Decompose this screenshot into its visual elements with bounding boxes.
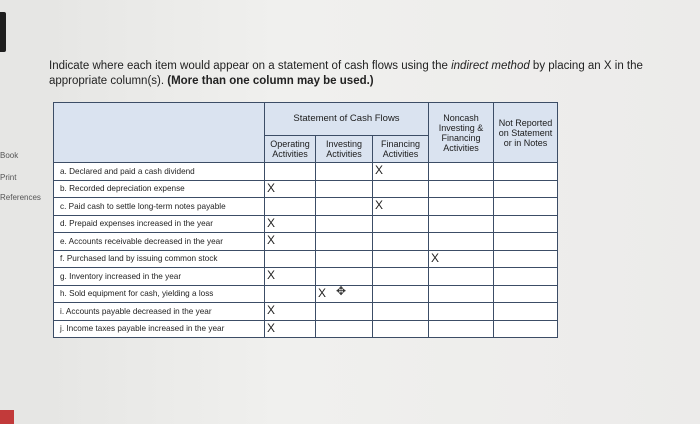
answer-cell-operating[interactable]	[265, 198, 316, 216]
item-label: h. Sold equipment for cash, yielding a loss	[54, 285, 265, 303]
answer-cell-investing[interactable]	[316, 198, 373, 216]
sidebar-item-print[interactable]: Print	[0, 173, 17, 182]
answer-mark: X	[267, 180, 276, 195]
answer-cell-investing[interactable]	[316, 303, 373, 321]
table-row	[54, 303, 558, 321]
answer-cell-operating[interactable]	[265, 250, 316, 268]
col-header-text: on Statement	[498, 127, 553, 138]
answer-cell-noncash[interactable]	[429, 303, 494, 321]
answer-cell-investing[interactable]	[316, 180, 373, 198]
item-label: c. Paid cash to settle long-term notes payable	[54, 198, 265, 216]
col-header-investing	[316, 136, 373, 163]
answer-mark: X	[375, 198, 384, 212]
sidebar-item-references[interactable]: References	[0, 193, 41, 202]
table-row	[54, 215, 558, 233]
answer-mark: X	[267, 215, 276, 230]
answer-cell-not-reported[interactable]	[494, 215, 558, 233]
answer-cell-not-reported[interactable]	[494, 285, 558, 303]
question-instruction	[49, 59, 684, 89]
col-header-financing	[373, 136, 429, 163]
answer-cell-investing[interactable]	[316, 163, 373, 181]
table-row	[54, 163, 558, 181]
answer-cell-operating[interactable]	[265, 215, 316, 233]
sidebar-item-book[interactable]: Book	[0, 151, 19, 160]
answer-mark: X	[267, 268, 276, 282]
answer-cell-not-reported[interactable]	[494, 233, 558, 251]
answer-cell-investing[interactable]	[316, 285, 373, 303]
col-header-text: Financing	[441, 132, 481, 143]
table-row	[54, 285, 558, 303]
item-label: e. Accounts receivable decreased in the year	[54, 233, 265, 251]
answer-mark: X	[267, 233, 276, 247]
answer-cell-investing[interactable]	[316, 320, 373, 338]
instruction-emphasis: indirect method	[451, 60, 530, 72]
answer-cell-noncash[interactable]	[429, 215, 494, 233]
table-row	[54, 180, 558, 198]
answer-mark: X	[375, 163, 384, 177]
answer-mark: X	[318, 285, 327, 300]
answer-cell-investing[interactable]	[316, 250, 373, 268]
answer-cell-financing[interactable]	[373, 268, 429, 286]
answer-cell-financing[interactable]	[373, 303, 429, 321]
answer-cell-noncash[interactable]	[429, 233, 494, 251]
col-header-noncash	[429, 103, 494, 163]
item-label: g. Inventory increased in the year	[54, 268, 265, 286]
cash-flow-table	[53, 102, 558, 338]
col-header-text: Investing &	[438, 122, 484, 133]
item-label: d. Prepaid expenses increased in the year	[54, 215, 265, 233]
answer-cell-investing[interactable]	[316, 268, 373, 286]
answer-cell-operating[interactable]	[265, 303, 316, 321]
answer-cell-financing[interactable]	[373, 233, 429, 251]
sidebar-notch	[0, 12, 6, 52]
instruction-text-2: by placing an X in the appropriate column(s).	[49, 60, 643, 87]
table-body	[54, 163, 558, 338]
item-column-header	[54, 103, 265, 163]
answer-cell-noncash[interactable]	[429, 250, 494, 268]
answer-cell-operating[interactable]	[265, 180, 316, 198]
item-label: f. Purchased land by issuing common stock	[54, 250, 265, 268]
answer-cell-financing[interactable]	[373, 215, 429, 233]
instruction-text: Indicate where each item would appear on a statement of cash flows using the	[49, 60, 452, 72]
answer-cell-investing[interactable]	[316, 233, 373, 251]
answer-cell-operating[interactable]	[265, 163, 316, 181]
sidebar-bottom-tab[interactable]	[0, 410, 14, 424]
col-header-text: Noncash	[443, 112, 479, 123]
answer-cell-investing[interactable]	[316, 215, 373, 233]
table-row	[54, 233, 558, 251]
answer-cell-not-reported[interactable]	[494, 303, 558, 321]
table-row	[54, 198, 558, 216]
answer-cell-operating[interactable]	[265, 268, 316, 286]
left-sidebar	[0, 0, 40, 424]
instruction-bold: (More than one column may be used.)	[167, 75, 374, 87]
answer-cell-financing[interactable]	[373, 250, 429, 268]
item-label: j. Income taxes payable increased in the year	[54, 320, 265, 338]
col-header-text: Activities	[272, 149, 308, 159]
answer-cell-financing[interactable]	[373, 163, 429, 181]
answer-cell-noncash[interactable]	[429, 180, 494, 198]
table-row	[54, 250, 558, 268]
statement-group-header: Statement of Cash Flows	[265, 103, 429, 136]
answer-cell-financing[interactable]	[373, 180, 429, 198]
col-header-text: Activities	[326, 149, 362, 159]
answer-cell-operating[interactable]	[265, 320, 316, 338]
col-header-text: Activities	[443, 142, 479, 153]
item-label: b. Recorded depreciation expense	[54, 180, 265, 198]
answer-cell-noncash[interactable]	[429, 163, 494, 181]
item-label: a. Declared and paid a cash dividend	[54, 163, 265, 181]
col-header-text: Financing	[380, 139, 421, 149]
table-row	[54, 268, 558, 286]
answer-cell-not-reported[interactable]	[494, 268, 558, 286]
col-header-text: Not Reported	[498, 117, 553, 128]
table-row	[54, 320, 558, 338]
answer-mark: X	[431, 250, 440, 265]
answer-cell-not-reported[interactable]	[494, 198, 558, 216]
col-header-text: Operating	[270, 139, 310, 149]
answer-cell-operating[interactable]	[265, 285, 316, 303]
col-header-text: or in Notes	[503, 137, 548, 148]
col-header-text: Investing	[325, 139, 363, 149]
answer-cell-operating[interactable]	[265, 233, 316, 251]
col-header-operating	[265, 136, 316, 163]
answer-cell-noncash[interactable]	[429, 198, 494, 216]
answer-cell-noncash[interactable]	[429, 320, 494, 338]
answer-cell-financing[interactable]	[373, 320, 429, 338]
answer-cell-not-reported[interactable]	[494, 163, 558, 181]
answer-cell-noncash[interactable]	[429, 268, 494, 286]
move-cursor-icon: ✥	[336, 283, 347, 298]
answer-cell-not-reported[interactable]	[494, 250, 558, 268]
answer-cell-not-reported[interactable]	[494, 320, 558, 338]
col-header-not-reported	[494, 103, 558, 163]
answer-cell-financing[interactable]	[373, 198, 429, 216]
answer-mark: X	[267, 320, 276, 335]
answer-cell-not-reported[interactable]	[494, 180, 558, 198]
answer-cell-financing[interactable]	[373, 285, 429, 303]
col-header-text: Activities	[382, 149, 419, 159]
answer-cell-noncash[interactable]	[429, 285, 494, 303]
answer-mark: X	[267, 303, 276, 317]
item-label: i. Accounts payable decreased in the year	[54, 303, 265, 321]
